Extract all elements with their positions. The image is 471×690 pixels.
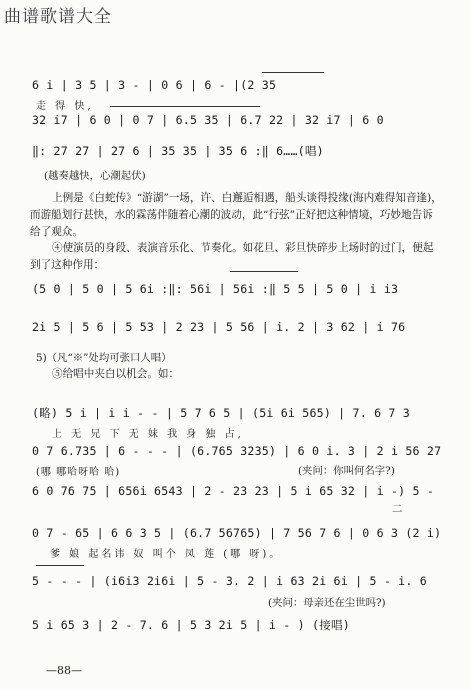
lyric-line: 走 得 快, <box>36 101 94 112</box>
body-paragraph: ④使演员的身段、表演音乐化、节奏化。如花旦、彩旦快碎步上场时的过门，便起到了这种作用： <box>30 242 434 271</box>
slur-mark <box>36 565 84 566</box>
body-paragraph: ⑤给唱中夹白以机会。如： <box>52 368 180 380</box>
notation-row: 0 7 - 65 | 6 6 3 5 | (6.7 56765) | 7 56 7 6 | 0 6 3 (2 i) <box>32 526 442 540</box>
notation-row: 5 i 65 3 | 2 - 7. 6 | 5 3 2i 5 | i - ) (接唱) <box>32 618 350 632</box>
body-paragraph: 上例是《白蛇传》“游湖”一场，许、白邂逅相遇，船头谈得投缘(海内难得知音逢)，而游船划行甚快，水的霖荡伴随着心潮的波动，此“行弦”正好把这种情境，巧妙地告诉给了观众。 <box>30 192 442 238</box>
slur-mark <box>262 72 324 73</box>
lyric-line: 爹 娘 起名讳 奴 叫个 凤 莲 (哪 呀)。 <box>50 549 283 560</box>
notation-row: ‖: 27 27 | 27 6 | 35 35 | 35 6 :‖ 6……(唱) <box>32 144 324 158</box>
performance-note: 二 <box>392 503 403 515</box>
notation-row: 5 - - - | (i6i3 2i6i | 5 - 3. 2 | i 63 2i 6i | 5 - i. 6 <box>32 574 427 588</box>
slur-mark <box>230 271 298 272</box>
performance-note: (夹问：你叫何名字?) <box>298 465 395 477</box>
performance-note: (夹问：母亲还在尘世吗?) <box>268 597 386 609</box>
performance-note: (越奏越快，心潮起伏) <box>44 170 146 182</box>
performance-note: 5)（凡“※”处均可张口人唱） <box>36 352 172 364</box>
lyric-line: (哪 哪哈呀哈 哈) <box>36 467 121 478</box>
notation-row: 0 7 6.735 | 6 - - - | (6.765 3235) | 6 0 i. 3 | 2 i 56 27 <box>32 444 442 458</box>
notation-row: 6 i | 3 5 | 3 - | 0 6 | 6 - |(2 35 <box>32 78 277 92</box>
notation-row: 32 i7 | 6 0 | 0 7 | 6.5 35 | 6.7 22 | 32 i7 | 6 0 <box>32 113 384 127</box>
notation-row: 6 0 76 75 | 656i 6543 | 2 - 23 23 | 5 i 65 32 | i -) 5 - <box>32 484 435 498</box>
site-title: 曲谱歌谱大全 <box>4 7 112 27</box>
lyric-line: 上 无 兄 下 无 妹 我 身 独 占, <box>52 429 244 440</box>
page-number: —88— <box>46 664 82 677</box>
notation-row: (略) 5 i | i i - - | 5 7 6 5 | (5i 6i 565) | 7. 6 7 3 <box>32 406 410 420</box>
slur-mark <box>110 106 260 107</box>
notation-row: 2i 5 | 5 6 | 5 53 | 2 23 | 5 56 | i. 2 | 3 62 | i 76 <box>32 320 406 334</box>
notation-row: (5 0 | 5 0 | 5 6i :‖: 56i | 56i :‖ 5 5 | 5 0 | i i3 <box>32 282 399 296</box>
